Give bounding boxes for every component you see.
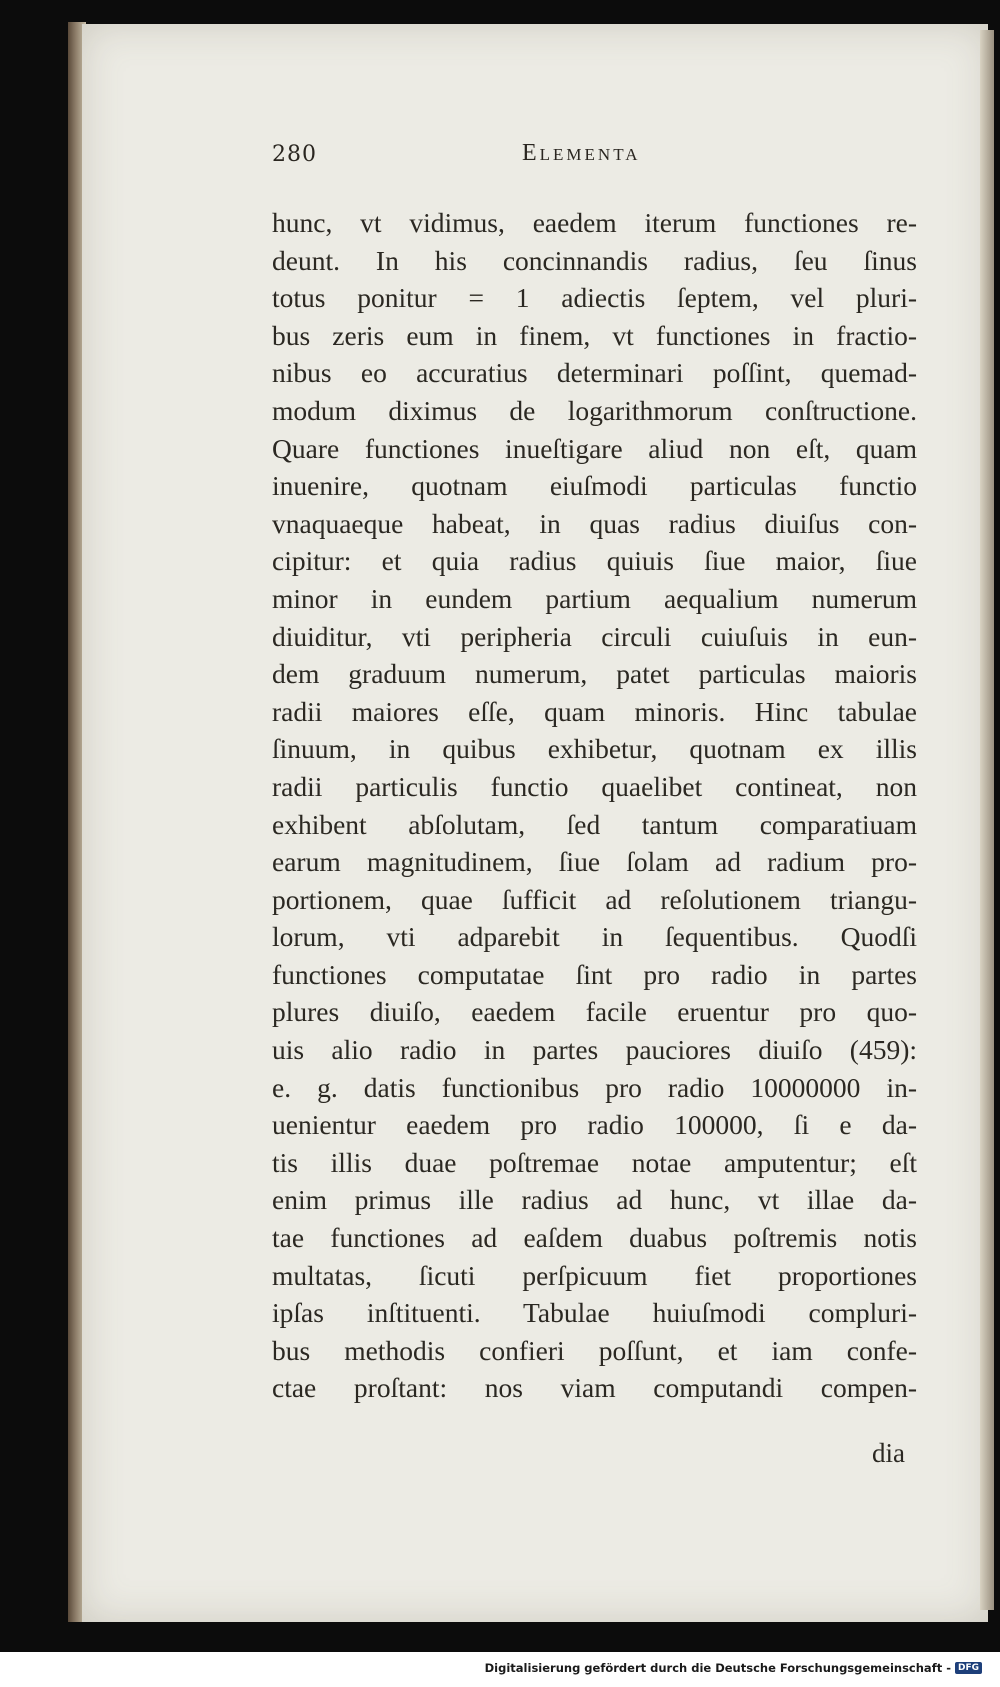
text-line: dem graduum numerum, patet particulas maioris xyxy=(272,658,917,690)
text-line: ipſas inſtituenti. Tabulae huiuſmodi compluri- xyxy=(272,1297,917,1329)
running-head xyxy=(82,134,988,174)
text-line: diuiditur, vti peripheria circuli cuiuſuis in eun- xyxy=(272,620,917,652)
body-text xyxy=(272,204,917,1407)
credit-text: Digitalisierung gefördert durch die Deutsche Forschungsgemeinschaft - xyxy=(484,1661,951,1675)
text-line: radii maiores eſſe, quam minoris. Hinc tabulae xyxy=(272,695,917,727)
text-line: earum magnitudinem, ſiue ſolam ad radium pro- xyxy=(272,846,917,878)
text-line: functiones computatae ſint pro radio in partes xyxy=(272,958,917,990)
text-line: multatas, ſicuti perſpicuum fiet proportiones xyxy=(272,1259,917,1291)
text-line: nibus eo accuratius determinari poſſint, quemad- xyxy=(272,357,917,389)
text-line: plures diuiſo, eaedem facile eruentur pro quo- xyxy=(272,996,917,1028)
running-title: Elementa xyxy=(522,140,641,166)
digitization-credit xyxy=(485,1661,982,1675)
text-line: portionem, quae ſufficit ad reſolutionem triangu- xyxy=(272,883,917,915)
text-line: ſinuum, in quibus exhibetur, quotnam ex illis xyxy=(272,733,917,765)
text-line: enim primus ille radius ad hunc, vt illae da- xyxy=(272,1184,917,1216)
book-page xyxy=(82,24,988,1622)
text-line: modum diximus de logarithmorum conſtructione. xyxy=(272,394,917,426)
text-line: minor in eundem partium aequalium numerum xyxy=(272,582,917,614)
text-line: totus ponitur = 1 adiectis ſeptem, vel pluri- xyxy=(272,282,917,314)
text-line: vnaquaeque habeat, in quas radius diuiſus con- xyxy=(272,507,917,539)
text-line: cipitur: et quia radius quiuis ſiue maior, ſiue xyxy=(272,545,917,577)
text-line: bus zeris eum in finem, vt functiones in fractio- xyxy=(272,319,917,351)
catchword: dia xyxy=(872,1438,905,1468)
text-line: tis illis duae poſtremae notae amputentur; eſt xyxy=(272,1146,917,1178)
text-line: tae functiones ad eaſdem duabus poſtremis notis xyxy=(272,1222,917,1254)
text-line: uis alio radio in partes pauciores diuiſo (459): xyxy=(272,1034,917,1066)
text-line: Quare functiones inueſtigare aliud non eſt, quam xyxy=(272,432,917,464)
text-line: lorum, vti adparebit in ſequentibus. Quodſi xyxy=(272,921,917,953)
text-line: ctae proſtant: nos viam computandi compen- xyxy=(272,1372,917,1404)
text-line: deunt. In his concinnandis radius, ſeu ſinus xyxy=(272,244,917,276)
page-right-edge xyxy=(980,30,994,1610)
text-line: inuenire, quotnam eiuſmodi particulas functio xyxy=(272,470,917,502)
text-line: hunc, vt vidimus, eaedem iterum functiones re- xyxy=(272,207,917,238)
text-line: e. g. datis functionibus pro radio 10000000 in- xyxy=(272,1071,917,1103)
text-line: uenientur eaedem pro radio 100000, ſi e da- xyxy=(272,1109,917,1141)
dfg-logo: DFG xyxy=(955,1662,982,1674)
page-number: 280 xyxy=(272,142,317,167)
text-line: radii particulis functio quaelibet contineat, non xyxy=(272,770,917,802)
text-line: bus methodis confieri poſſunt, et iam confe- xyxy=(272,1334,917,1366)
text-line: exhibent abſolutam, ſed tantum comparatiuam xyxy=(272,808,917,840)
